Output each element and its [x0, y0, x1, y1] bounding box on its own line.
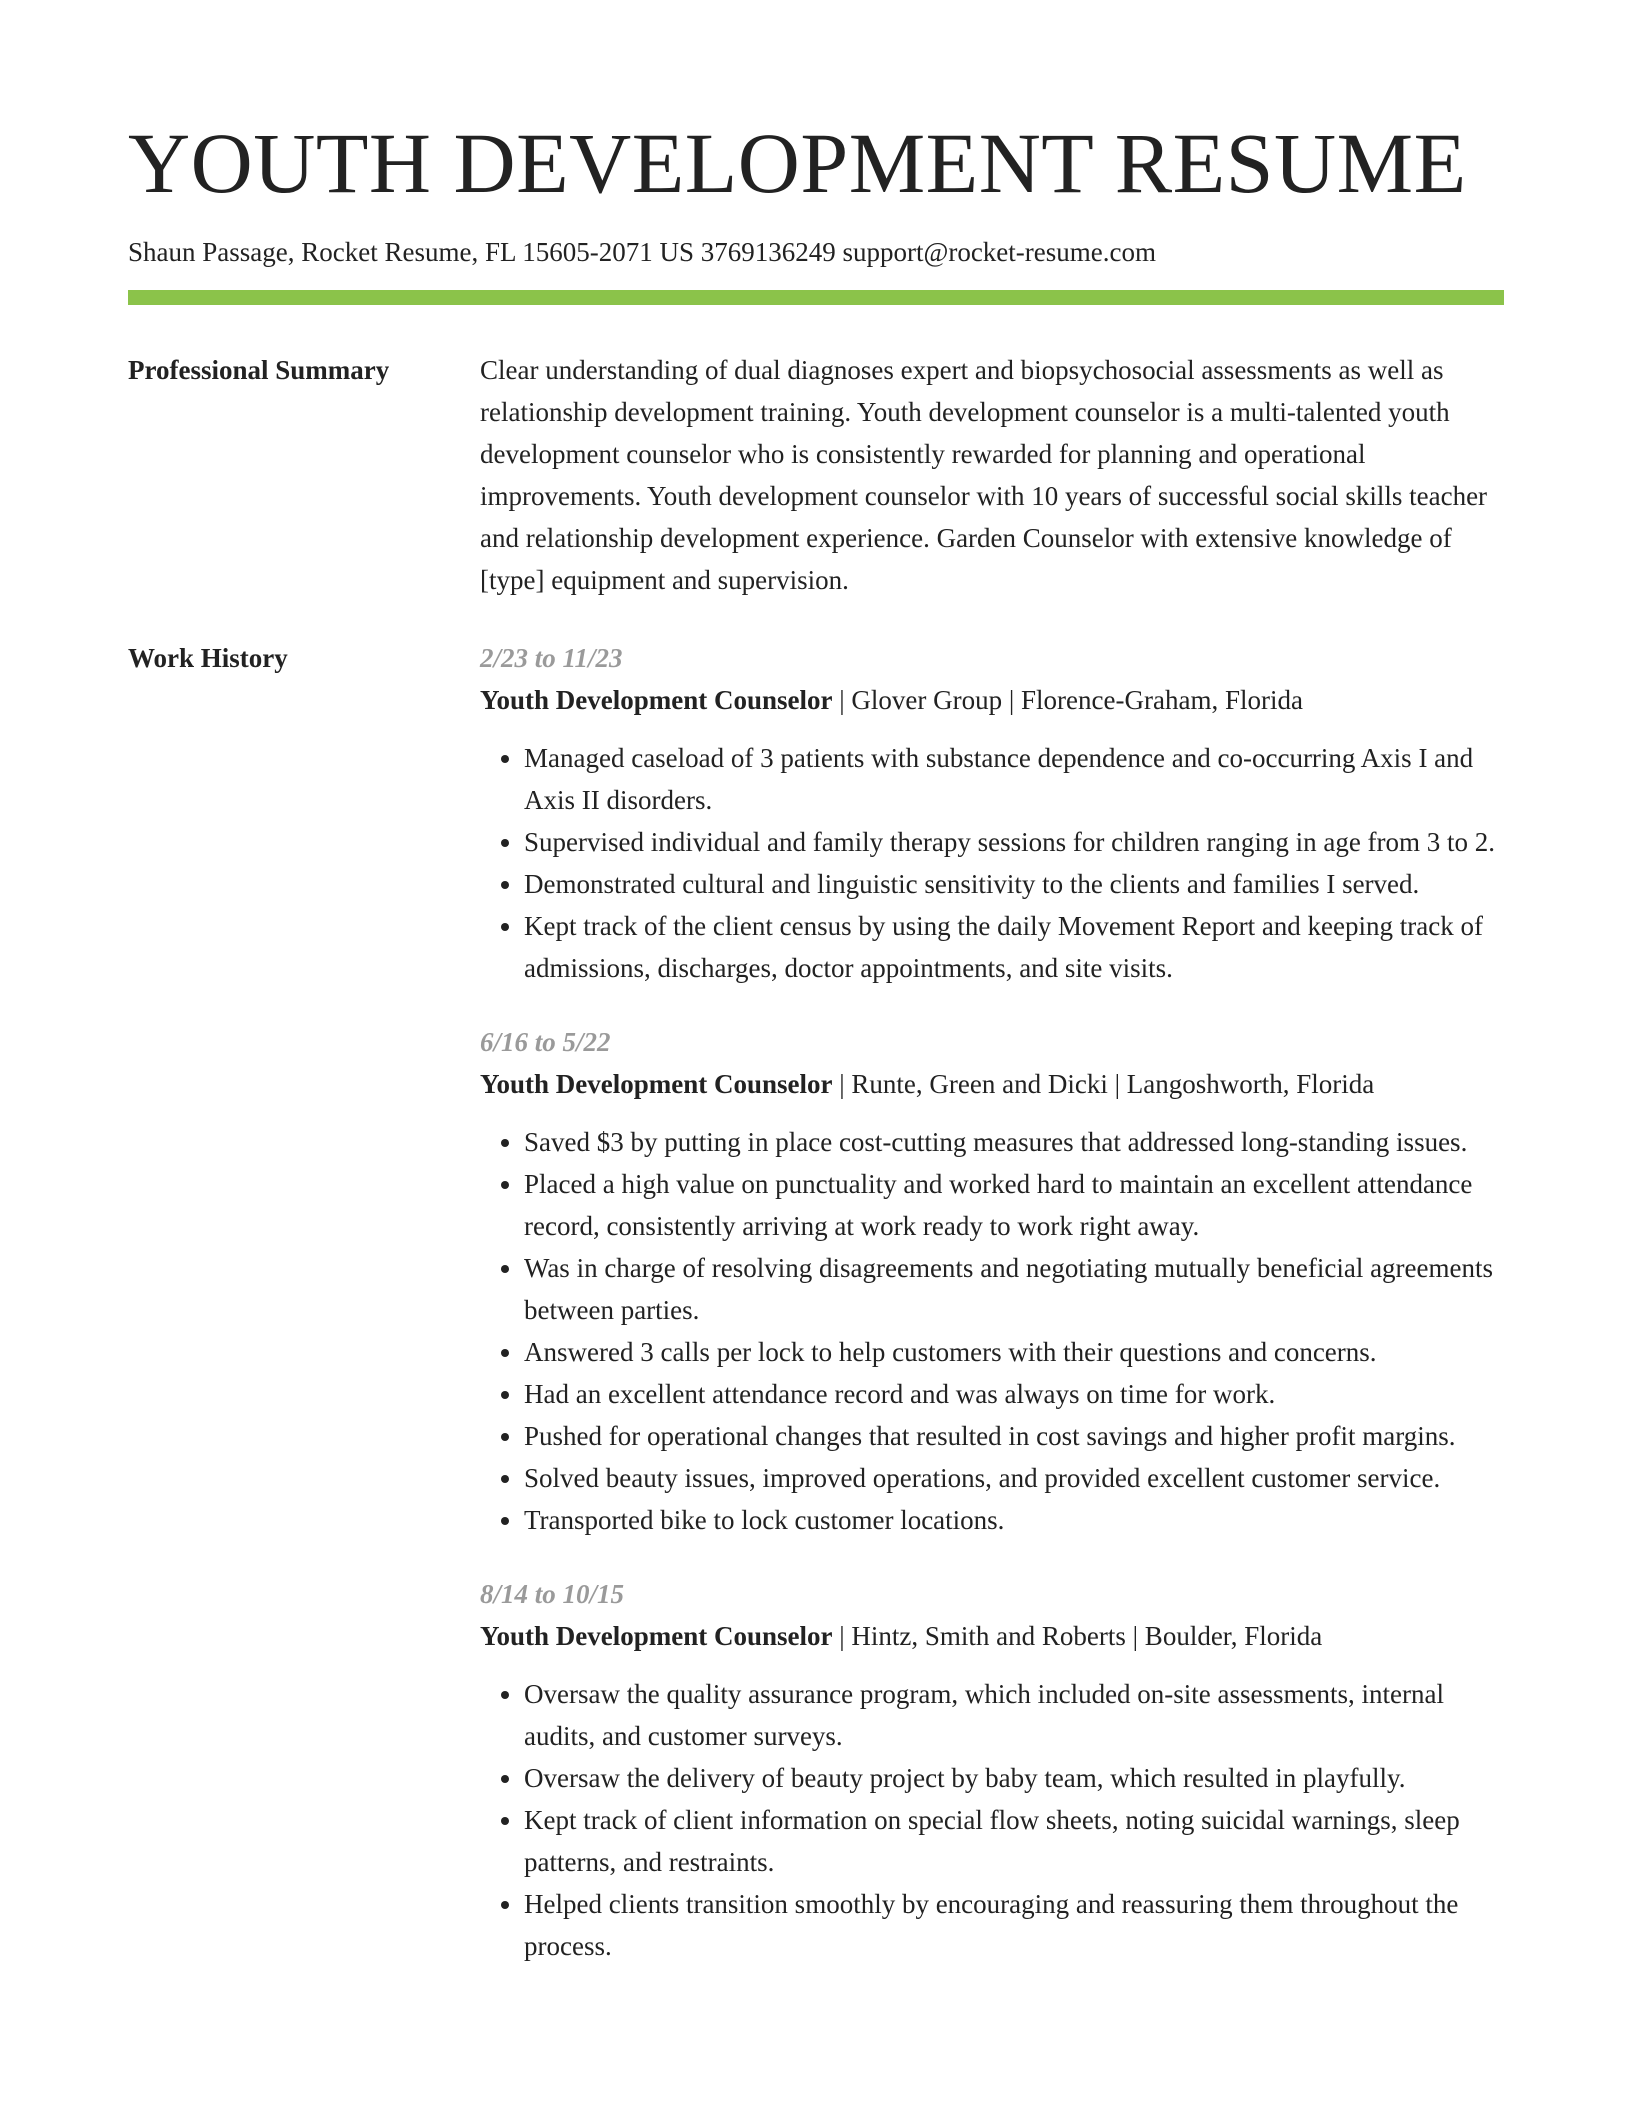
job-dates: 8/14 to 10/15: [480, 1579, 625, 1610]
job-dates: 6/16 to 5/22: [480, 1027, 611, 1058]
accent-divider: [128, 290, 1504, 305]
job-bullet: • Oversaw the quality assurance program, which included on-site assessments, internal audits, and customer surveys.: [524, 1673, 1504, 1757]
job-employer-location: | Hintz, Smith and Roberts | Boulder, Florida: [832, 1621, 1323, 1652]
job-bullet: • Had an excellent attendance record and was always on time for work.: [524, 1373, 1504, 1415]
job-bullet: • Supervised individual and family therapy sessions for children ranging in age from 3 to 2.: [524, 821, 1504, 863]
job-bullet: • Managed caseload of 3 patients with substance dependence and co-occurring Axis I and Axis II disorders.: [524, 737, 1504, 821]
job-bullet-list: [480, 1121, 1504, 1541]
work-history-section: [128, 637, 1504, 1967]
job-heading: [480, 679, 1504, 721]
job-bullet-list: [480, 1673, 1504, 1967]
job-bullet: • Solved beauty issues, improved operations, and provided excellent customer service.: [524, 1457, 1504, 1499]
job-title: Youth Development Counselor: [480, 1621, 833, 1652]
summary-label: Professional Summary: [128, 355, 390, 386]
job-bullet-list: [480, 737, 1504, 989]
job-bullet: • Saved $3 by putting in place cost-cutting measures that addressed long-standing issues.: [524, 1121, 1504, 1163]
job-bullet: • Demonstrated cultural and linguistic sensitivity to the clients and families I served.: [524, 863, 1504, 905]
summary-section: [128, 349, 1504, 601]
job-entry: [480, 1021, 1504, 1541]
job-entry: [480, 637, 1504, 989]
contact-address: Rocket Resume, FL 15605-2071 US: [301, 237, 694, 267]
job-bullet: • Answered 3 calls per lock to help customers with their questions and concerns.: [524, 1331, 1504, 1373]
job-bullet: • Kept track of the client census by using the daily Movement Report and keeping track of admissions, discharges, doctor appointments, and site visits.: [524, 905, 1504, 989]
job-bullet: • Pushed for operational changes that resulted in cost savings and higher profit margins.: [524, 1415, 1504, 1457]
job-heading: [480, 1615, 1504, 1657]
job-title: Youth Development Counselor: [480, 1069, 833, 1100]
job-bullet: • Transported bike to lock customer locations.: [524, 1499, 1504, 1541]
summary-body: [480, 349, 1504, 601]
job-bullet: • Oversaw the delivery of beauty project by baby team, which resulted in playfully.: [524, 1757, 1504, 1799]
contact-email[interactable]: support@rocket-resume.com: [842, 237, 1156, 267]
contact-line: [128, 236, 1504, 268]
job-employer-location: | Glover Group | Florence-Graham, Florida: [832, 685, 1303, 716]
job-employer-location: | Runte, Green and Dicki | Langoshworth, Florida: [832, 1069, 1375, 1100]
summary-text: Clear understanding of dual diagnoses expert and biopsychosocial assessments as well as relationship development training. Youth development counselor is a multi-talented youth development counselor who is consistently rewarded for planning and operational improvements. Youth development counselor with 10 years of successful social skills teacher and relationship development experience. Garden Counselor with extensive knowledge of [type] equipment and supervision.: [480, 355, 1488, 596]
job-entry: [480, 1573, 1504, 1967]
contact-name: Shaun Passage,: [128, 237, 295, 267]
work-history-body: [480, 637, 1504, 1967]
job-bullet: • Placed a high value on punctuality and worked hard to maintain an excellent attendance record, consistently arriving at work ready to work right away.: [524, 1163, 1504, 1247]
job-heading: [480, 1063, 1504, 1105]
resume-page: [128, 115, 1504, 1967]
work-history-label: Work History: [128, 643, 288, 674]
job-bullet: • Kept track of client information on special flow sheets, noting suicidal warnings, sleep patterns, and restraints.: [524, 1799, 1504, 1883]
contact-phone: 3769136249: [700, 237, 836, 267]
resume-title: YOUTH DEVELOPMENT RESUME: [128, 115, 1467, 211]
job-dates: 2/23 to 11/23: [480, 643, 623, 674]
job-bullet: • Helped clients transition smoothly by encouraging and reassuring them throughout the process.: [524, 1883, 1504, 1967]
job-title: Youth Development Counselor: [480, 685, 833, 716]
job-bullet: • Was in charge of resolving disagreements and negotiating mutually beneficial agreements between parties.: [524, 1247, 1504, 1331]
